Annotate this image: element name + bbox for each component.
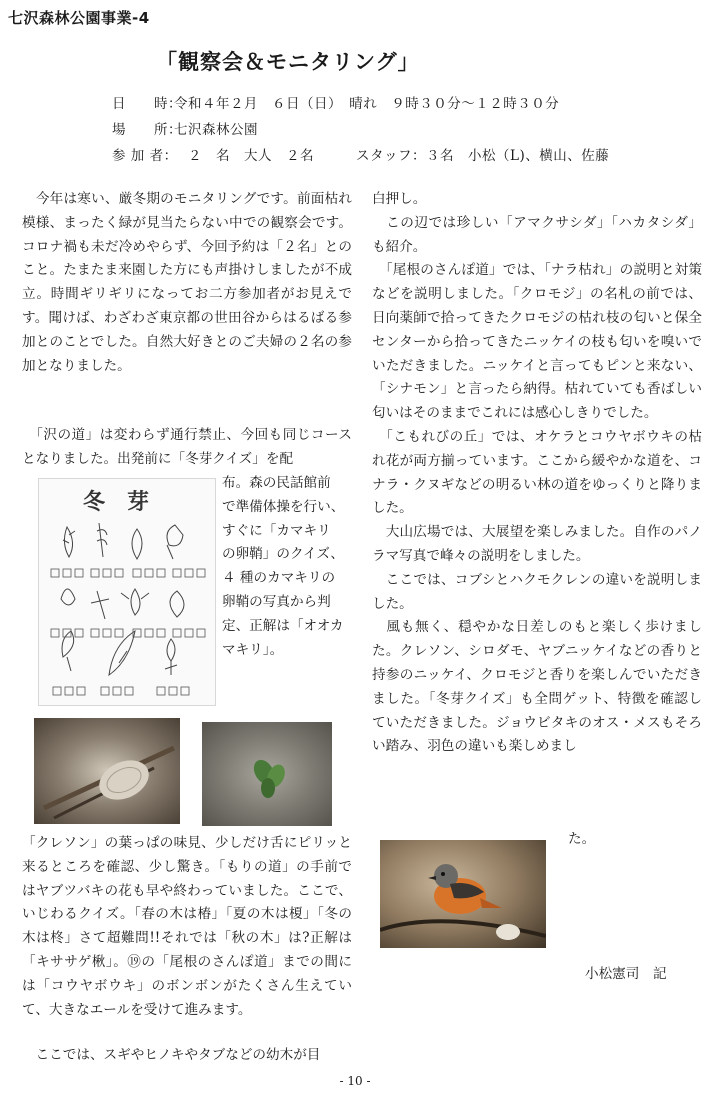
left-p3-text: 「クレソン」の葉っぱの味見、少しだけ舌にピリッと来るところを確認、少し驚き。「もりの道」の手前ではヤブツバキの花も早や終わっていました。ここで、いじわるクイズ。「春の木は椿」「夏の木は榎」「冬の木は柊」さて超難問!!それでは「秋の木」は?正解は「キササゲ楸」。⑲の「尾根のさんぽ道」までの間には「コウヤボウキ」のボンボンがたくさん生えていて、大きなエールを受けて進みます。 (22, 835, 352, 1018)
bird-icon (380, 840, 546, 948)
right-p7-end: た。 (568, 831, 596, 847)
right-p3-text: 「尾根のさんぽ道」では、「ナラ枯れ」の説明と対策などを説明しました。「クロモジ」の名札の前では、日向薬師で拾ってきたクロモジの枯れ枝の匂いと保全センターから拾ってきたニッケイの枝も匂いを嗅いでいただきました。ニッケイと言ってもピンと来ない、「シナモン」と言ったら納得。枯れていても香ばしい匂いはそのままでこれには感心しきりでした。 (372, 262, 702, 422)
left-paragraph-2-wrap: 布。森の民話館前 で準備体操を行い、 すぐに「カマキリ の卵鞘」のクイズ、 ４ 種のカマキリの 卵鞘の写真から判 定、正解は「オオカ マキリ」。 (222, 475, 345, 658)
redstart-bird-photo (380, 840, 546, 948)
right-p4-text: 「こもれびの丘」では、オケラとコウヤボウキの枯れ花が両方揃っています。ここから緩やかな道を、コナラ・クヌギなどの明るい林の道をゆっくりと降りました。 (372, 428, 702, 517)
mantis-egg-case-icon (34, 718, 180, 824)
info-place-row (112, 118, 258, 138)
bud-sketches-icon (39, 479, 215, 705)
left-p2-lead-text: 「沢の道」は変わらず通行禁止、今回も同じコースとなりました。出発前に「冬芽クイズ」を配 (22, 427, 352, 467)
author-signature: 小松憲司 記 (585, 966, 667, 982)
right-p5-text: 大山広場では、大展望を楽しみました。自作のパノラマ写真で峰々の説明をしました。 (372, 524, 702, 564)
place-label: 場 所： (112, 122, 182, 138)
seedling-leaf-icon (202, 722, 332, 826)
right-p1-text: 白押し。 (372, 191, 427, 207)
left-paragraph-1 (22, 188, 352, 378)
left-paragraph-3 (22, 832, 352, 1022)
participants-value: ２ 名 大人 ２名 スタッフ：３名 小松（L)、横山、佐藤 (174, 148, 610, 164)
left-p4-text: ここでは、スギやヒノキやタブなどの幼木が目 (22, 1047, 321, 1063)
quiz-sheet-title: 冬 芽 (83, 490, 150, 515)
mantis-egg-photo (34, 718, 180, 824)
right-p6-text: ここでは、コブシとハクモクレンの違いを説明しました。 (372, 571, 702, 612)
left-p1-text: 今年は寒い、厳冬期のモニタリングです。前面枯れ模様、まったく緑が見当たらない中での観察会です。コロナ禍も未だ冷めやらず、今回予約は「２名」とのこと。たまたま来園した方にも声掛けしましたが不成立。時間ギリギリになってお二方参加者がお見えです。聞けば、わざわざ東京都の世田谷からはるばる参加とのことでした。自然大好きとのご夫婦の２名の参加となりました。 (22, 191, 352, 374)
left-paragraph-4 (22, 1044, 352, 1068)
left-paragraph-2-lead (22, 424, 352, 472)
date-label: 日 時： (112, 96, 182, 112)
right-column-body (372, 188, 702, 759)
seedling-photo (202, 722, 332, 826)
info-participants-row (112, 144, 609, 164)
date-value: 令和４年２月 ６日（日） 晴れ ９時３０分〜１２時３０分 (174, 96, 560, 112)
series-label: 七沢森林公園事業-4 (8, 9, 150, 27)
info-date-row (112, 92, 559, 112)
right-p2-text: この辺では珍しい「アマクサシダ」「ハカタシダ」も紹介。 (372, 214, 702, 255)
page-title: 「観察会＆モニタリング」 (156, 50, 420, 74)
participants-label: 参 加 者： (112, 148, 178, 164)
right-p7-text: 風も無く、穏やかな日差しのもと楽しく歩けました。クレソン、シロダモ、ヤブニッケイなどの香りと持参のニッケイ、クロモジと香りを楽しんでいただきました。「冬芽クイズ」も全問ゲット、特徴を確認していただきました。ジョウビタキのオス・メスもそろい踏み、羽色の違いも楽しめまし (372, 619, 702, 755)
place-value: 七沢森林公園 (174, 122, 258, 138)
page-number: - 10 - (339, 1074, 371, 1088)
winter-bud-quiz-sheet (38, 478, 216, 706)
